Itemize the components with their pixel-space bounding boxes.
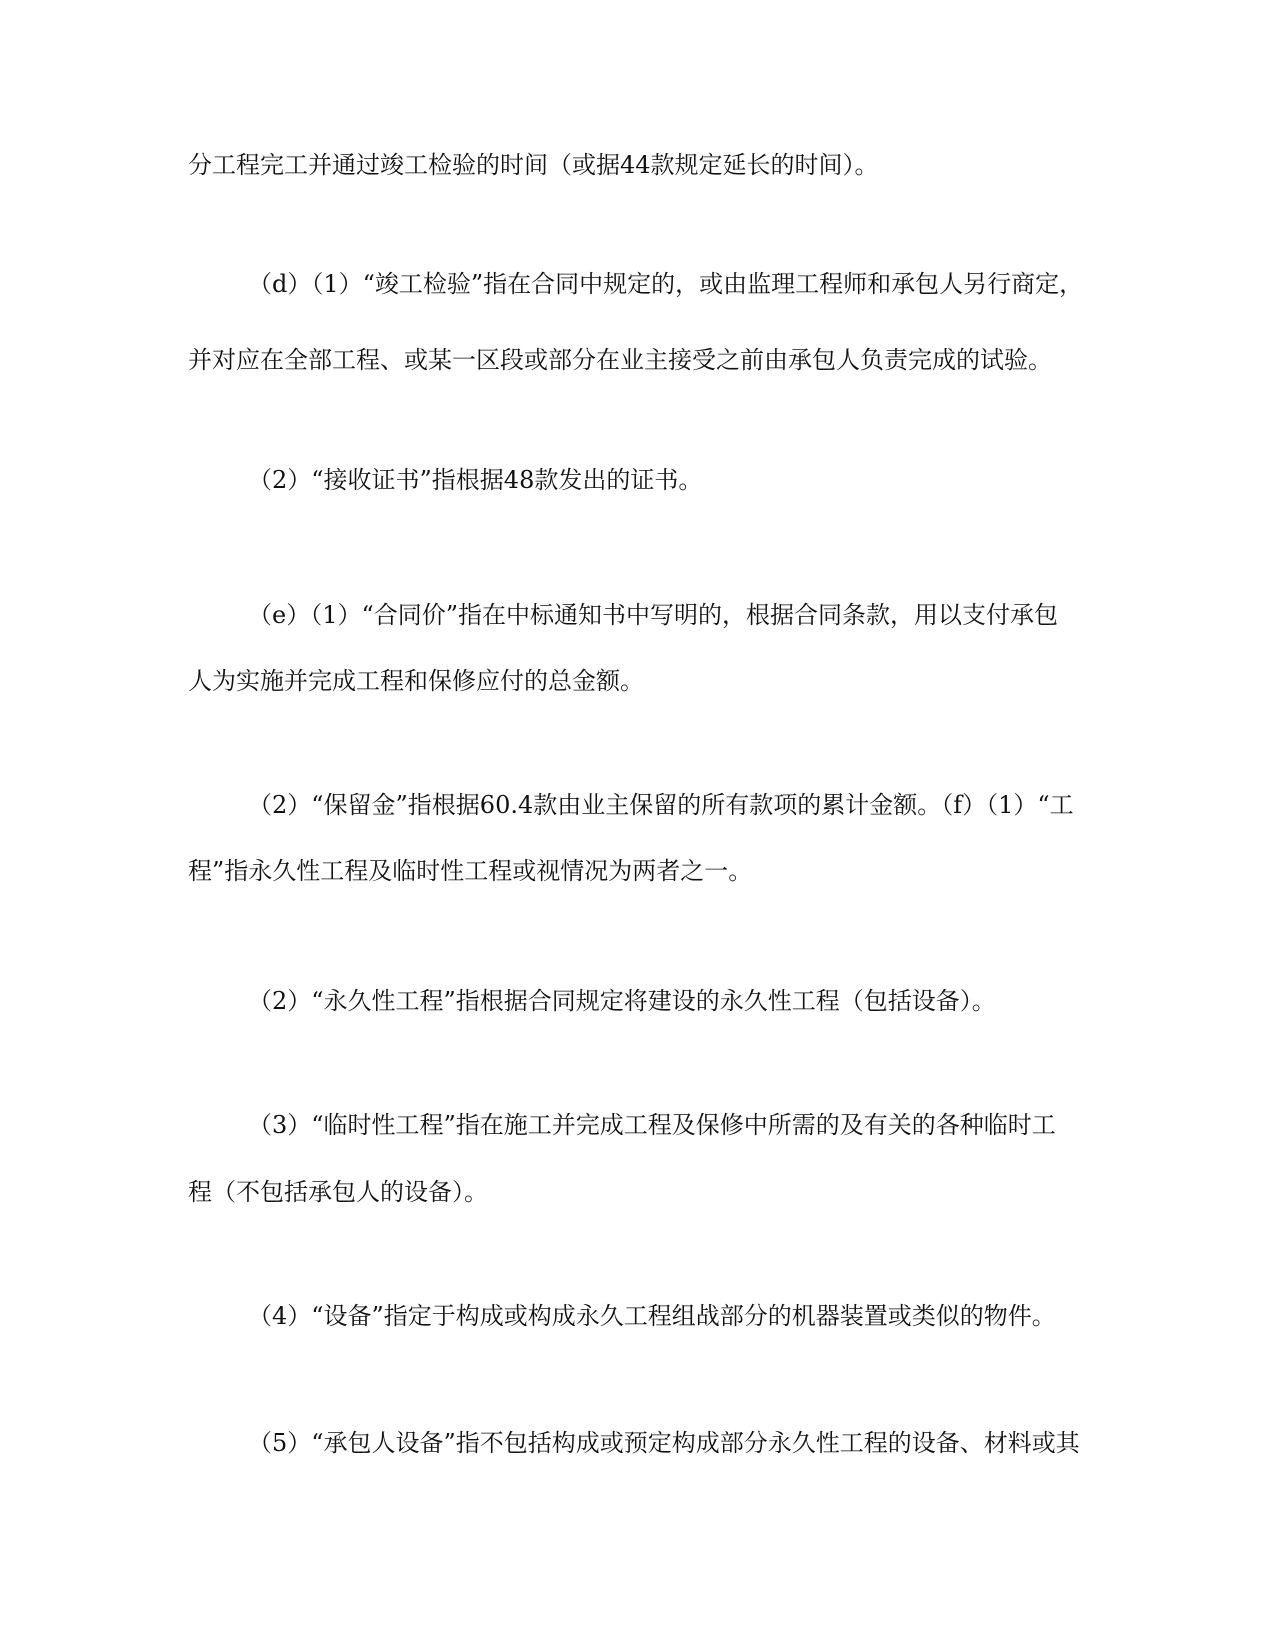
text-line: （2）“保留金”指根据60.4款由业主保留的所有款项的累计金额。（f）（1）“工	[248, 791, 1074, 819]
text-line: （3）“临时性工程”指在施工并完成工程及保修中所需的及有关的各种临时工	[248, 1111, 1056, 1139]
text-line: 程”指永久性工程及临时性工程或视情况为两者之一。	[188, 857, 753, 885]
text-line: （2）“接收证书”指根据48款发出的证书。	[248, 466, 703, 494]
text-line: （5）“承包人设备”指不包括构成或预定构成部分永久性工程的设备、材料或其	[248, 1429, 1080, 1457]
text-line: 分工程完工并通过竣工检验的时间（或据44款规定延长的时间）。	[188, 151, 879, 179]
text-line: 并对应在全部工程、或某一区段或部分在业主接受之前由承包人负责完成的试验。	[188, 346, 1052, 374]
text-line: 程（不包括承包人的设备）。	[188, 1178, 488, 1206]
text-line: （e）（1）“合同价”指在中标通知书中写明的，根据合同条款，用以支付承包	[248, 601, 1059, 629]
text-line: （2）“永久性工程”指根据合同规定将建设的永久性工程（包括设备）。	[248, 987, 996, 1015]
text-line: （4）“设备”指定于构成或构成永久工程组战部分的机器装置或类似的物件。	[248, 1302, 1056, 1330]
text-line: （d）（1）“竣工检验”指在合同中规定的，或由监理工程师和承包人另行商定，	[248, 270, 1084, 298]
text-line: 人为实施并完成工程和保修应付的总金额。	[188, 667, 644, 695]
